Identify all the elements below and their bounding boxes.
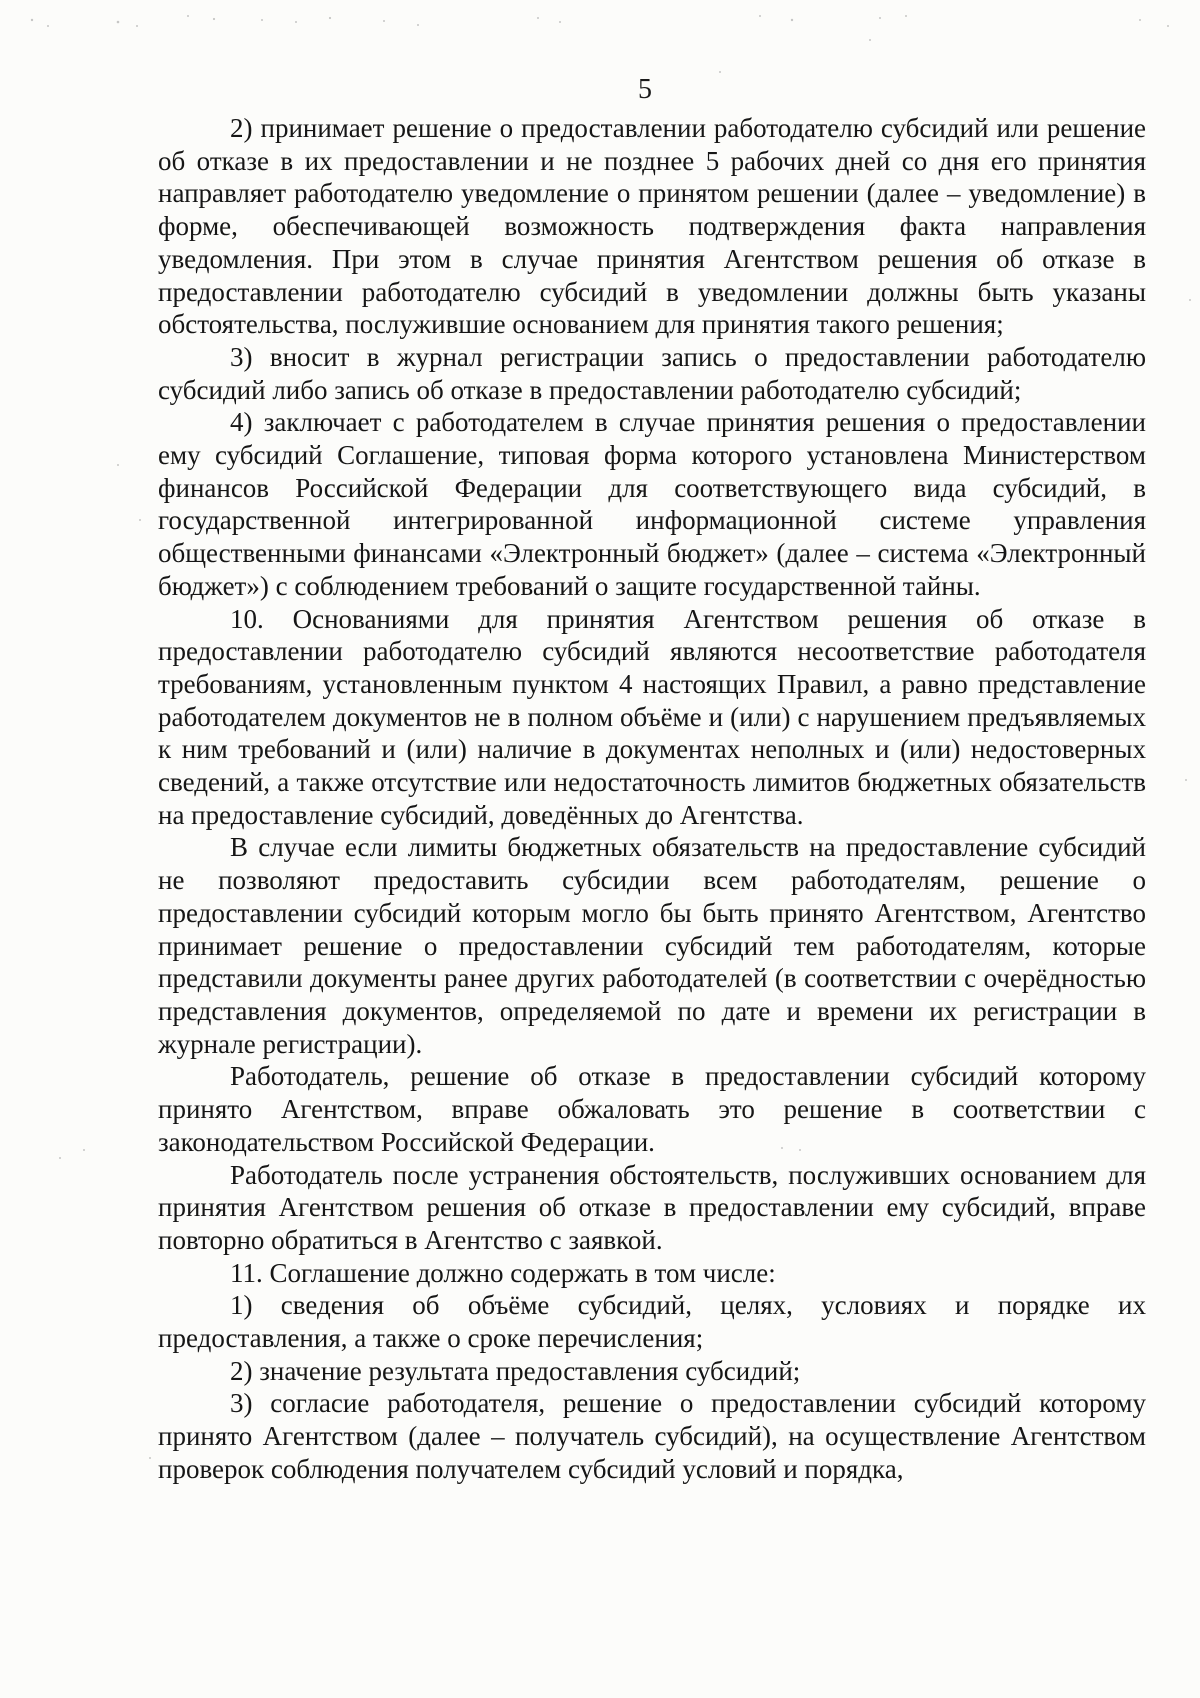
paragraph-clause-11-item-1: 1) сведения об объёме субсидий, целях, условиях и порядке их предоставления, а также о сроке перечисления;: [158, 1290, 1146, 1354]
document-body: [158, 112, 1146, 1486]
page-number: 5: [638, 74, 652, 105]
paragraph-item-3: 3) вносит в журнал регистрации запись о предоставлении работодателю субсидий либо запись об отказе в предоставлении работодателю субсидий;: [158, 341, 1146, 405]
paragraph-item-4: 4) заключает с работодателем в случае принятия решения о предоставлении ему субсидий Соглашение, типовая форма которого установлена Министерством финансов Российской Федерации для соответствующего вида субсидий, в государственной интегрированной информационной системе управления общественными финансами «Электронный бюджет» (далее – система «Электронный бюджет») с соблюдением требований о защите государственной тайны.: [158, 407, 1146, 601]
paragraph-budget-limits: В случае если лимиты бюджетных обязательств на предоставление субсидий не позволяют предоставить субсидии всем работодателям, решение о предоставлении субсидий которым могло бы быть принято Агентством, Агентство принимает решение о предоставлении субсидий тем работодателям, которые представили документы ранее других работодателей (в соответствии с очерёдностью представления документов, определяемой по дате и времени их регистрации в журнале регистрации).: [158, 832, 1146, 1059]
paragraph-clause-11-item-3: 3) согласие работодателя, решение о предоставлении субсидий которому принято Агентством (далее – получатель субсидий), на осуществление Агентством проверок соблюдения получателем субсидий условий и порядка,: [158, 1388, 1146, 1484]
paragraph-clause-10: 10. Основаниями для принятия Агентством решения об отказе в предоставлении работодателю субсидий являются несоответствие работодателя требованиям, установленным пунктом 4 настоящих Правил, а равно представление работодателем документов не в полном объёме и (или) с нарушением предъявляемых к ним требований и (или) наличие в документах неполных и (или) недостоверных сведений, а также отсутствие или недостаточность лимитов бюджетных обязательств на предоставление субсидий, доведённых до Агентства.: [158, 603, 1146, 830]
paragraph-item-2: 2) принимает решение о предоставлении работодателю субсидий или решение об отказе в их предоставлении и не позднее 5 рабочих дней со дня его принятия направляет работодателю уведомление о принятом решении (далее – уведомление) в форме, обеспечивающей возможность подтверждения факта направления уведомления. При этом в случае принятия Агентством решения об отказе в предоставлении работодателю субсидий в уведомлении должны быть указаны обстоятельства, послужившие основанием для принятия такого решения;: [158, 113, 1146, 340]
paragraph-clause-11: 11. Соглашение должно содержать в том числе:: [230, 1257, 776, 1288]
paragraph-clause-11-item-2: 2) значение результата предоставления субсидий;: [230, 1355, 801, 1386]
paragraph-appeal: Работодатель, решение об отказе в предоставлении субсидий которому принято Агентством, вправе обжаловать это решение в соответствии с законодательством Российской Федерации.: [158, 1061, 1146, 1157]
paragraph-reapply: Работодатель после устранения обстоятельств, послуживших основанием для принятия Агентством решения об отказе в предоставлении ему субсидий, вправе повторно обратиться в Агентство с заявкой.: [158, 1159, 1146, 1255]
